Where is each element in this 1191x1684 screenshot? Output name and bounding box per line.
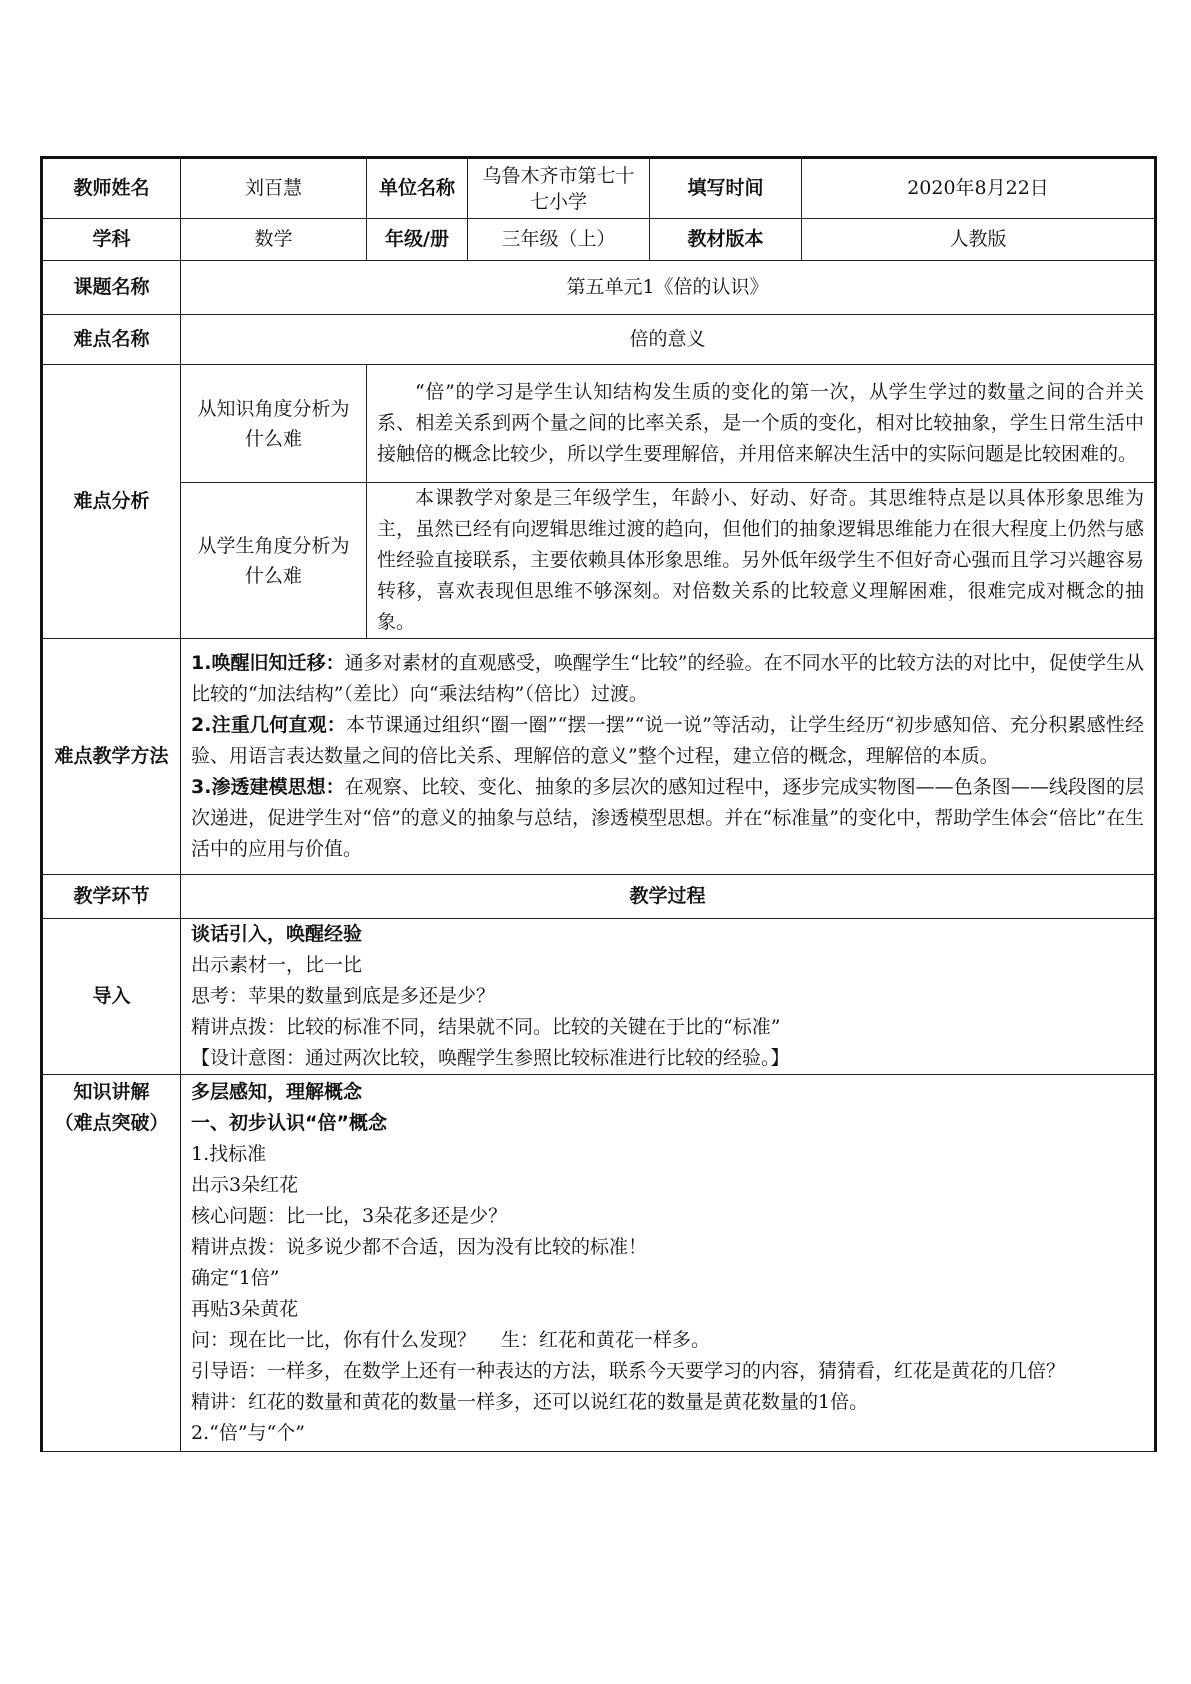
intro-line: 【设计意图：通过两次比较，唤醒学生参照比较标准进行比较的经验。】 (191, 1047, 790, 1069)
header-row-2 (42, 219, 1156, 261)
subject-label: 学科 (42, 219, 181, 261)
knowledge-line: 问：现在比一比，你有什么发现？ 生：红花和黄花一样多。 (191, 1329, 711, 1351)
knowledge-label-line1: 知识讲解 (73, 1081, 150, 1103)
difficulty-label: 难点名称 (42, 315, 181, 365)
method-item-title: 1.唤醒旧知迁移： (191, 652, 345, 674)
method-item (191, 648, 1144, 710)
method-label: 难点教学方法 (42, 639, 181, 875)
analysis-row-knowledge (42, 365, 1156, 483)
topic-label: 课题名称 (42, 261, 181, 315)
intro-line: 精讲点拨：比较的标准不同，结果就不同。比较的关键在于比的“标准” (191, 1016, 781, 1038)
knowledge-line: 出示3朵红花 (191, 1174, 299, 1196)
knowledge-line: 引导语：一样多，在数学上还有一种表达的方法，联系今天要学习的内容，猜猜看，红花是黄花的几倍？ (191, 1360, 1066, 1382)
header-row-1 (42, 158, 1156, 219)
knowledge-line: 精讲：红花的数量和黄花的数量一样多，还可以说红花的数量是黄花数量的1倍。 (191, 1391, 869, 1413)
knowledge-line: 精讲点拨：说多说少都不合适，因为没有比较的标准！ (191, 1236, 648, 1258)
difficulty-value: 倍的意义 (181, 315, 1156, 365)
knowledge-label-line2: （难点突破） (54, 1112, 169, 1134)
intro-row (42, 919, 1156, 1075)
knowledge-row (42, 1075, 1156, 1452)
intro-content (181, 919, 1156, 1075)
method-item-text: 本节课通过组织“圈一圈”“摆一摆”“说一说”等活动，让学生经历“初步感知倍、充分积累感性经验、用语言表达数量之间的倍比关系、理解倍的意义”整个过程，建立倍的概念，理解倍的本质。 (191, 714, 1144, 767)
student-angle-label: 从学生角度分析为什么难 (181, 483, 367, 639)
knowledge-label (42, 1075, 181, 1452)
intro-line: 出示素材一，比一比 (191, 954, 363, 976)
method-item-text: 通多对素材的直观感受，唤醒学生“比较”的经验。在不同水平的比较方法的对比中，促使学生从比较的“加法结构”（差比）向“乘法结构”（倍比）过渡。 (191, 652, 1144, 705)
edition-value: 人教版 (802, 219, 1156, 261)
method-item-title: 3.渗透建模思想： (191, 776, 345, 798)
method-row (42, 639, 1156, 875)
analysis-row-student (42, 483, 1156, 639)
date-value: 2020年8月22日 (802, 158, 1156, 219)
knowledge-heading: 多层感知，理解概念 (191, 1081, 363, 1103)
grade-value: 三年级（上） (468, 219, 650, 261)
intro-heading: 谈话引入，唤醒经验 (191, 923, 363, 945)
process-title: 教学过程 (181, 875, 1156, 919)
knowledge-line: 确定“1倍” (191, 1267, 280, 1289)
knowledge-line: 2.“倍”与“个” (191, 1422, 305, 1444)
teacher-value: 刘百慧 (181, 158, 367, 219)
knowledge-angle-text: “倍”的学习是学生认知结构发生质的变化的第一次，从学生学过的数量之间的合并关系、相差关系到两个量之间的比率关系，是一个质的变化，相对比较抽象，学生日常生活中接触倍的概念比较少，所以学生要理解倍，并用倍来解决生活中的实际问题是比较困难的。 (367, 365, 1156, 483)
method-item-text: 在观察、比较、变化、抽象的多层次的感知过程中，逐步完成实物图——色条图——线段图的层次递进，促进学生对“倍”的意义的抽象与总结，渗透模型思想。并在“标准量”的变化中，帮助学生体会“倍比”在生活中的应用与价值。 (191, 776, 1144, 860)
analysis-label: 难点分析 (42, 365, 181, 639)
method-content (181, 639, 1156, 875)
lesson-plan-table (40, 156, 1157, 1452)
topic-value: 第五单元1《倍的认识》 (181, 261, 1156, 315)
knowledge-line: 1.找标准 (191, 1143, 267, 1165)
knowledge-content (181, 1075, 1156, 1452)
knowledge-line: 再贴3朵黄花 (191, 1298, 299, 1320)
teacher-label: 教师姓名 (42, 158, 181, 219)
student-angle-text: 本课教学对象是三年级学生，年龄小、好动、好奇。其思维特点是以具体形象思维为主，虽然已经有向逻辑思维过渡的趋向，但他们的抽象逻辑思维能力在很大程度上仍然与感性经验直接联系，主要依赖具体形象思维。另外低年级学生不但好奇心强而且学习兴趣容易转移，喜欢表现但思维不够深刻。对倍数关系的比较意义理解困难，很难完成对概念的抽象。 (367, 483, 1156, 639)
process-header-row (42, 875, 1156, 919)
edition-label: 教材版本 (650, 219, 802, 261)
knowledge-angle-label: 从知识角度分析为什么难 (181, 365, 367, 483)
method-item (191, 772, 1144, 865)
intro-label: 导入 (42, 919, 181, 1075)
process-stage-label: 教学环节 (42, 875, 181, 919)
knowledge-subheading: 一、初步认识“倍”概念 (191, 1112, 387, 1134)
topic-row (42, 261, 1156, 315)
date-label: 填写时间 (650, 158, 802, 219)
intro-line: 思考：苹果的数量到底是多还是少？ (191, 985, 496, 1007)
grade-label: 年级/册 (367, 219, 468, 261)
unit-value: 乌鲁木齐市第七十七小学 (468, 158, 650, 219)
method-item-title: 2.注重几何直观： (191, 714, 346, 736)
subject-value: 数学 (181, 219, 367, 261)
unit-label: 单位名称 (367, 158, 468, 219)
difficulty-row (42, 315, 1156, 365)
method-item (191, 710, 1144, 772)
knowledge-line: 核心问题：比一比，3朵花多还是少？ (191, 1205, 508, 1227)
